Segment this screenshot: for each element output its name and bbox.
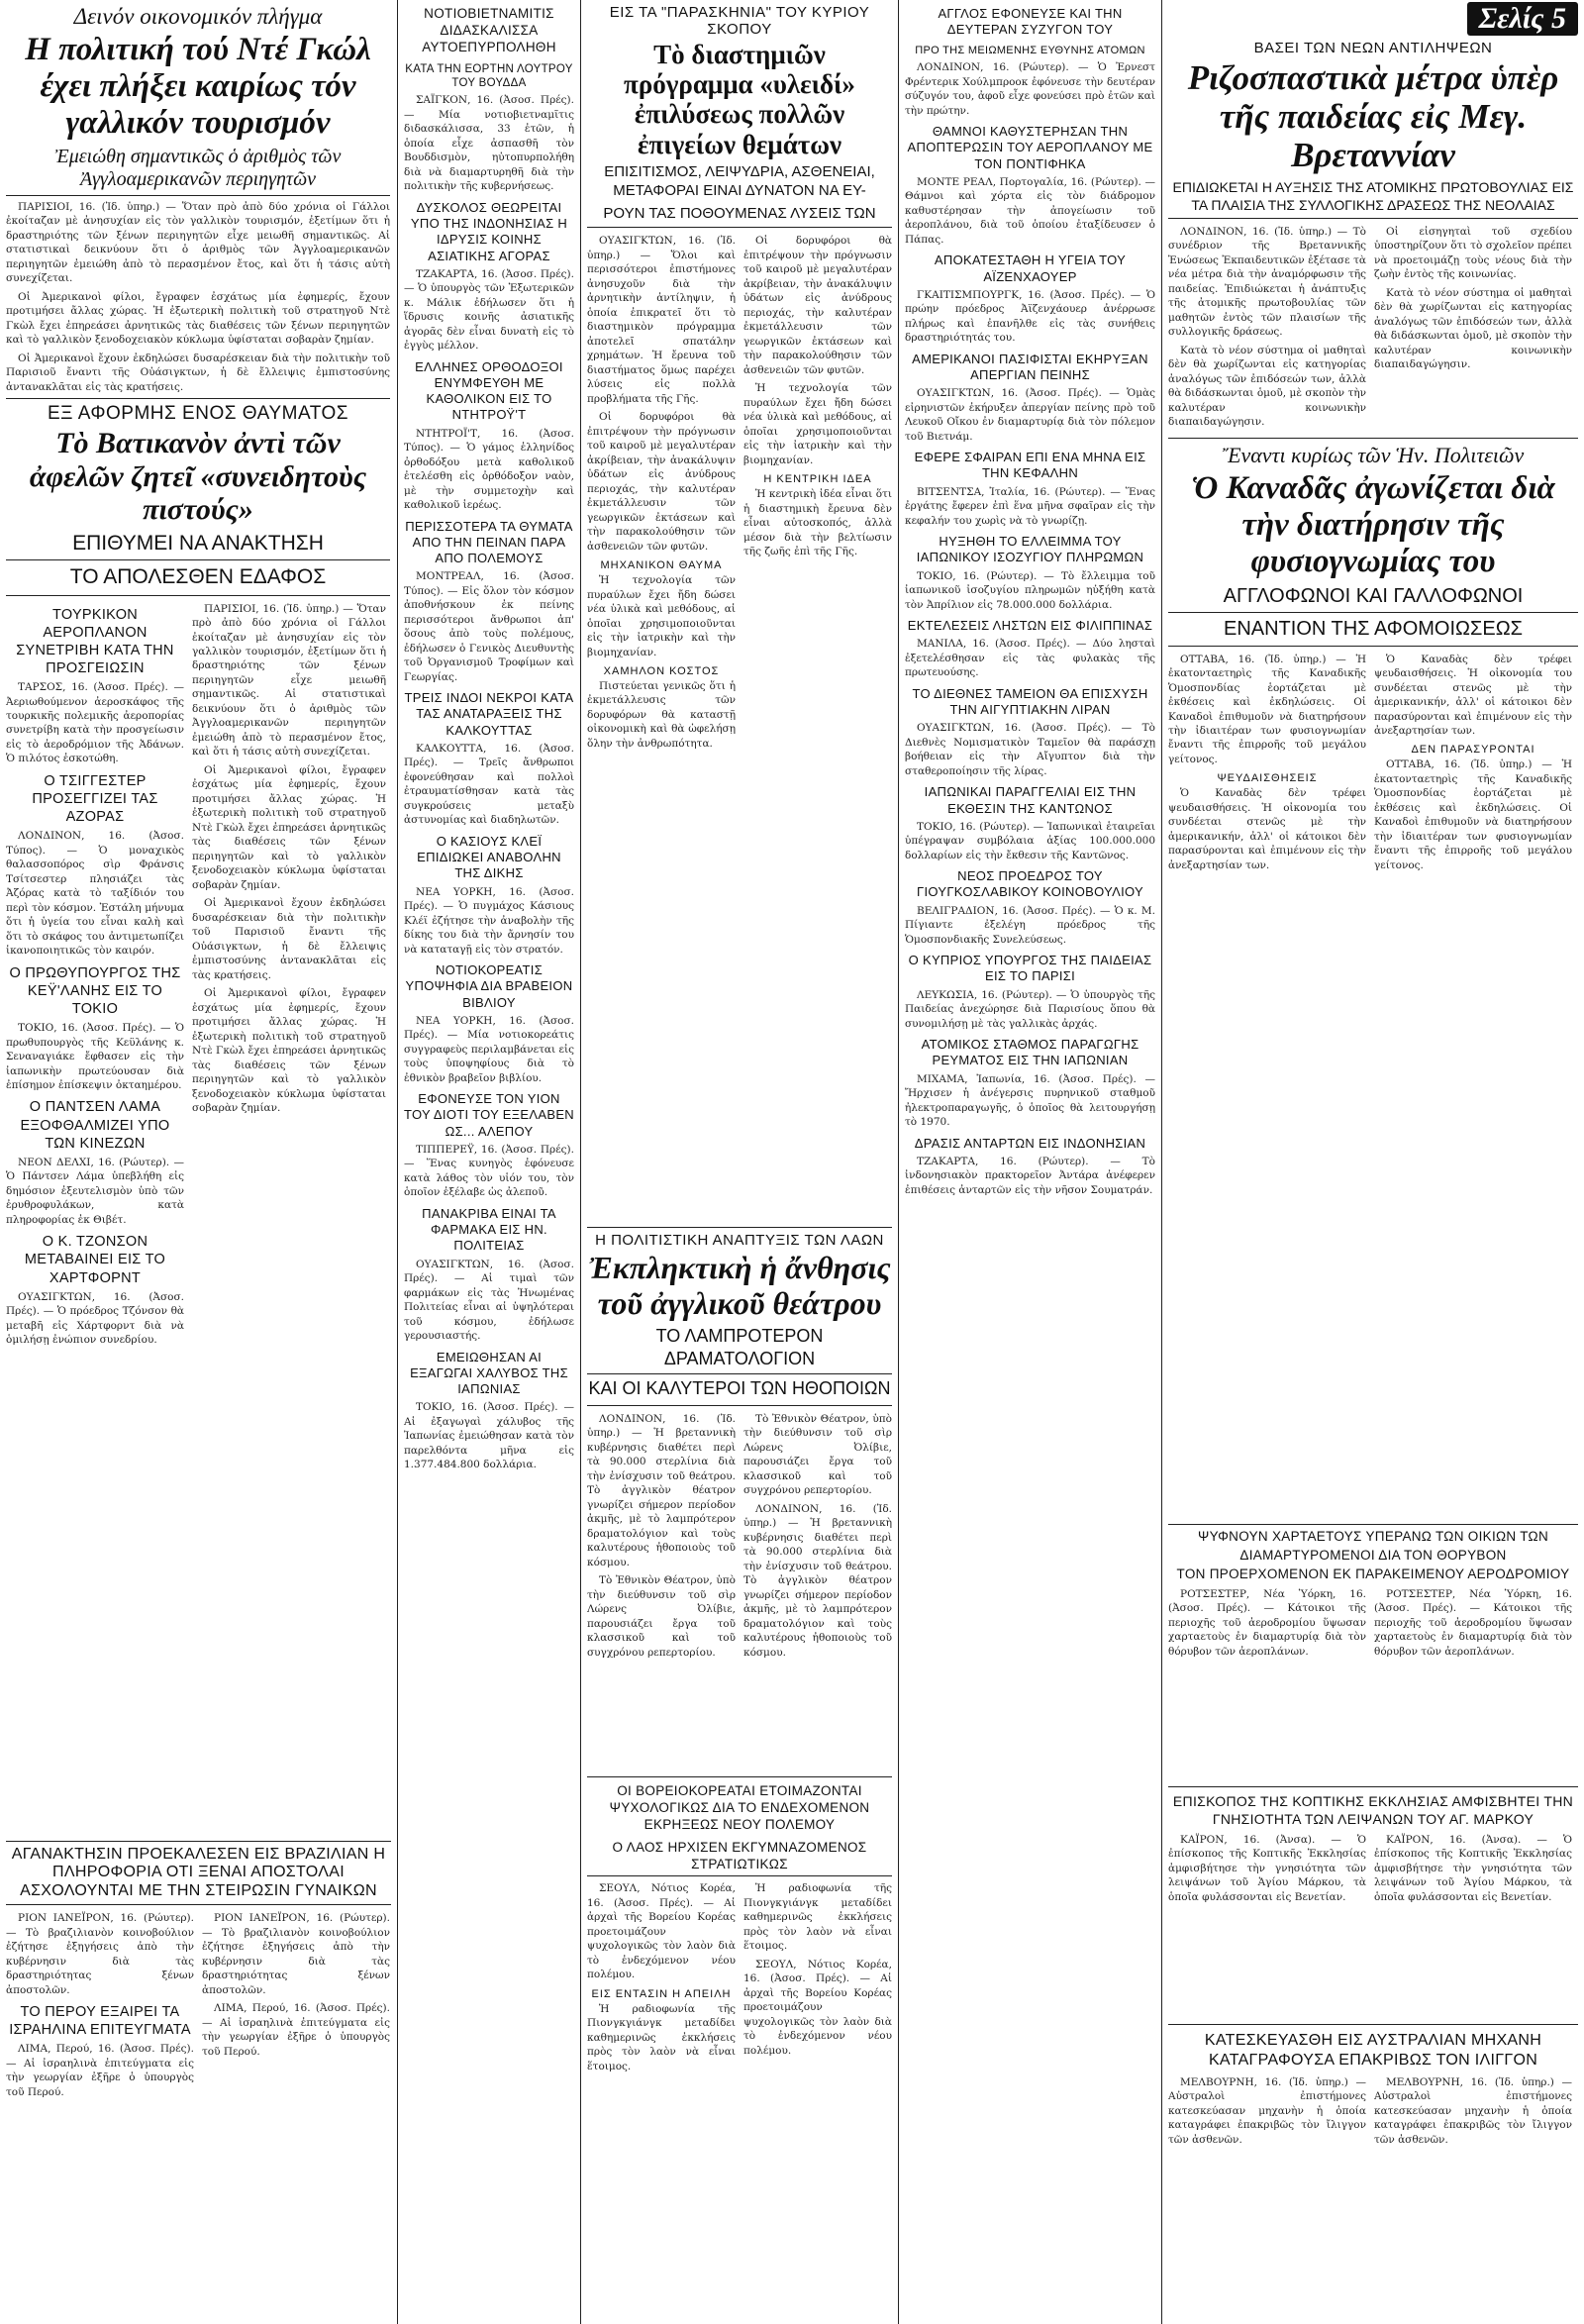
col5-education-body bbox=[1168, 223, 1578, 434]
col3-space-body-2: Οἱ δορυφόροι θὰ ἐπιτρέψουν τὴν πρόγνωσιν τοῦ καιροῦ μὲ μεγαλυτέραν ἀκρίβειαν, τὴν ἀνακάλυψιν ὑδάτων εἰς ἀνύδρους περιοχάς, τὴν καλυτέραν ἐκμετάλλευσιν τῶν γεωργικῶν ἐκτάσεων καὶ τὴν παρακολούθησιν τῶν ἀσθενειῶν τῶν φυτῶν. bbox=[587, 411, 736, 553]
col5-canada-right bbox=[1374, 651, 1572, 877]
col2-subhead-saigon: ΚΑΤΑ ΤΗΝ ΕΟΡΤΗΝ ΛΟΥΤΡΟΥ ΤΟΥ ΒΟΥΔΔΑ bbox=[405, 62, 573, 89]
col4-head-atomic: ΑΤΟΜΙΚΟΣ ΣΤΑΘΜΟΣ ΠΑΡΑΓΩΓΗΣ ΡΕΥΜΑΤΟΣ ΕΙΣ ΤΗΝ ΙΑΠΩΝΙΑΝ bbox=[921, 1037, 1139, 1068]
col1-sec2-headline: Τὸ Βατικανὸν ἀντὶ τῶν ἀφελῶν ζητεῖ «συνειδητοὺς πιστούς» bbox=[29, 427, 367, 527]
col4-head-pacifists: ΑΜΕΡΙΚΑΝΟΙ ΠΑΣΙΦΙΣΤΑΙ ΕΚΗΡΥΞΑΝ ΑΠΕΡΓΙΑΝ ΠΕΙΝΗΣ bbox=[912, 351, 1148, 383]
vertigo-body-1: ΜΕΛΒΟΥΡΝΗ, 16. (Ἰδ. ὑπηρ.) — Αὐστραλοὶ ἐπιστήμονες κατεσκεύασαν μηχανὴν ἡ ὁποία καταγράφει ἐπακριβῶς τὸν ἴλιγγον τῶν ἀσθενῶν. bbox=[1168, 2076, 1366, 2146]
brief-body-ceylon-pm: ΤΟΚΙΟ, 16. (Ἀσοσ. Πρές). — Ὁ πρωθυπουργὸς τῆς Κεϋλάνης κ. Σεναναγιάκε ἔφθασεν εἰς τὴν ἰαπωνικὴν πρωτεύουσαν διὰ ἐπίσημον ἐπίσκεψιν ὀκταημέρου. bbox=[6, 1022, 184, 1091]
col2-head-drugs: ΠΑΝΑΚΡΙΒΑ ΕΙΝΑΙ ΤΑ ΦΑΡΜΑΚΑ ΕΙΣ ΗΝ. ΠΟΛΙΤΕΙΑΣ bbox=[422, 1205, 556, 1254]
north-korea-body-3: Ἡ ραδιοφωνία τῆς Πιονγκγιάνγκ μεταδίδει καθημερινῶς ἐκκλήσεις πρὸς τὸν λαὸν νὰ εἶναι ἕτοιμος. bbox=[743, 1882, 892, 1953]
col2-body-korean-author: ΝΕΑ ΥΟΡΚΗ, 16. (Ἀσοσ. Πρές). — Μία νοτιοκορεάτις συγγραφεὺς περιλαμβάνεται εἰς τοὺς ὑποψηφίους διὰ τὸ ἐθνικὸν βραβεῖον βιβλίου. bbox=[404, 1014, 574, 1084]
theatre-body-4: ΛΟΝΔΙΝΟΝ, 16. (Ἰδ. ὑπηρ.) — Ἡ βρεταννικὴ κυβέρνησις διαθέτει περὶ τὰ 90.000 στερλίνια διὰ τὴν ἐνίσχυσιν τοῦ θεάτρου. Τὸ ἀγγλικὸν θέατρον γνωρίζει σήμερον περίοδον ἀκμῆς, μὲ τὸ λαμπρότερον δραματολόγιον καὶ τοὺς καλυτέρους ἠθοποιοὺς τοῦ κόσμου. bbox=[743, 1502, 892, 1659]
theatre-story bbox=[581, 1223, 898, 1664]
col4-head-executions: ΕΚΤΕΛΕΣΕΙΣ ΛΗΣΤΩΝ ΕΙΣ ΦΙΛΙΠΠΙΝΑΣ bbox=[907, 618, 1153, 634]
col4-body-guerrillas: ΤΖΑΚΑΡΤΑ, 16. (Ρώυτερ). — Τὸ ἰνδονησιακὸν πρακτορεῖον Ἀντάρα ἀνέφερεν ἐπιθέσεις ἀνταρτῶν εἰς τὴν νῆσον Σουματράν. bbox=[905, 1155, 1155, 1196]
north-korea-body-2: Ἡ ραδιοφωνία τῆς Πιονγκγιάνγκ μεταδίδει καθημερινῶς ἐκκλήσεις πρὸς τὸν λαὸν νὰ εἶναι ἕτοιμος. bbox=[587, 2002, 736, 2072]
brazil-body-continued-2: ΛΙΜΑ, Περού, 16. (Ἀσοσ. Πρές). — Αἱ ἰσραηλινὰ ἐπιτεύγματα εἰς τὴν γεωργίαν ἐξῆρε ὁ ὑπουργὸς τοῦ Περού. bbox=[202, 2002, 390, 2058]
page-number-badge: Σελίς 5 bbox=[1467, 2, 1578, 36]
column-2 bbox=[398, 0, 580, 2324]
col2-body-detroit: ΝΤΗΤΡΟΪ'Τ, 16. (Ἀσοσ. Τύπος). — Ὁ γάμος ἑλληνίδος ὀρθοδόξου μετὰ καθολικοῦ ἐτελέσθη εἰς ὀρθόδοξον ναὸν, μὲ τὴν συμμετοχὴν καὶ καθολικοῦ ἱερέως. bbox=[404, 427, 574, 512]
col4-body-bullet: ΒΙΤΣΕΝΤΣΑ, Ἰταλία, 16. (Ρώυτερ). — Ἕνας ἐργάτης ἔφερεν ἐπὶ ἕνα μῆνα σφαῖραν εἰς τὴν κεφαλήν του χωρὶς νὰ τὸ γνωρίζῃ. bbox=[905, 485, 1155, 527]
theatre-body bbox=[587, 1410, 892, 1664]
kites-head-3: ΤΟΝ ΠΡΟΕΡΧΟΜΕΝΟΝ ΕΚ ΠΑΡΑΚΕΙΜΕΝΟΥ ΑΕΡΟΔΡΟΜΙΟΥ bbox=[1176, 1566, 1570, 1581]
coptic-head: ΕΠΙΣΚΟΠΟΣ ΤΗΣ ΚΟΠΤΙΚΗΣ ΕΚΚΛΗΣΙΑΣ ΑΜΦΙΣΒΗΤΕΙ ΤΗΝ ΓΝΗΣΙΟΤΗΤΑ ΤΩΝ ΛΕΙΨΑΝΩΝ ΤΟΥ ΑΓ. ΜΑΡΚΟΥ bbox=[1172, 1793, 1574, 1827]
kites-story bbox=[1162, 1520, 1584, 1663]
col4-head-bushes: ΘΑΜΝΟΙ ΚΑΘΥΣΤΕΡΗΣΑΝ ΤΗΝ ΑΠΟΠΤΕΡΩΣΙΝ ΤΟΥ ΑΕΡΟΠΛΑΝΟΥ ΜΕ ΤΟΝ ΠΟΝΤΙΦΗΚΑ bbox=[907, 124, 1153, 171]
north-korea-story bbox=[581, 1772, 898, 2077]
col5-label-illusions: ΨΕΥΔΑΙΣΘΗΣΕΙΣ bbox=[1217, 772, 1318, 785]
brief-body-johnson: ΟΥΑΣΙΓΚΤΩΝ, 16. (Ἀσοσ. Πρές). — Ὁ πρόεδρος Τζόνσον θὰ μεταβῆ εἰς Χάρτφορντ διὰ νὰ ὁμιλήσῃ ἐνώπιον συνεδρίου. bbox=[6, 1290, 184, 1347]
vertigo-body bbox=[1168, 2073, 1578, 2151]
col1-headline: Η πολιτική τού Ντέ Γκώλ έχει πλήξει καιρίως τόν γαλλικόν τουρισμόν bbox=[25, 32, 371, 141]
col2-head-hunger: ΠΕΡΙΣΣΟΤΕΡΑ ΤΑ ΘΥΜΑΤΑ ΑΠΟ ΤΗΝ ΠΕΙΝΑΝ ΠΑΡΑ ΑΠΟ ΠΟΛΕΜΟΥΣ bbox=[405, 518, 573, 566]
north-korea-body-right bbox=[743, 1879, 892, 2077]
col5-education-body-2: Κατὰ τὸ νέον σύστημα οἱ μαθηταὶ δὲν θὰ χωρίζωνται εἰς κατηγορίας ἀναλόγως τῶν ἐπιδόσεών των, ἀλλὰ θὰ διδάσκωνται ὁμοῦ, μὲ σκοπὸν τὴν καλυτέραν κοινωνικὴν διαπαιδαγώγησιν. bbox=[1168, 344, 1366, 429]
col5-canada-deck-2: ΕΝΑΝΤΙΟΝ ΤΗΣ ΑΦΟΜΟΙΩΣΕΩΣ bbox=[1223, 617, 1524, 640]
col1-vatican-text-3: Οἱ Ἀμερικανοὶ ἔχουν ἐκδηλώσει δυσαρέσκειαν διὰ τὴν πολιτικὴν τοῦ Παρισιοῦ ἔναντι τῆς Οὐάσιγκτων, ἡ δὲ ἔλλειψις ἐμπιστοσύνης ἀντανακλᾶται εἰς τὰς κρατήσεις. bbox=[192, 897, 386, 981]
col4-head-guerrillas: ΔΡΑΣΙΣ ΑΝΤΑΡΤΩΝ ΕΙΣ ΙΝΔΟΝΗΣΙΑΝ bbox=[914, 1135, 1146, 1151]
col4-head-englishman: ΑΓΓΛΟΣ ΕΦΟΝΕΥΣΕ ΚΑΙ ΤΗΝ ΔΕΥΤΕΡΑΝ ΣΥΖΥΓΟΝ ΤΟΥ bbox=[938, 6, 1123, 38]
col2-head-fox: ΕΦΟΝΕΥΣΕ ΤΟΝ ΥΙΟΝ ΤΟΥ ΔΙΟΤΙ ΤΟΥ ΕΞΕΛΑΒΕΝ ΩΣ... ΑΛΕΠΟΥ bbox=[404, 1091, 574, 1139]
col1-sec2-deck-2: ΤΟ ΑΠΟΛΕΣΘΕΝ ΕΔΑΦΟΣ bbox=[69, 565, 327, 589]
col2-head-steel: ΕΜΕΙΩΘΗΣΑΝ ΑΙ ΕΞΑΓΩΓΑΙ ΧΑΛΥΒΟΣ ΤΗΣ ΙΑΠΩΝΙΑΣ bbox=[410, 1349, 568, 1397]
north-korea-body-1: ΣΕΟΥΛ, Νότιος Κορέα, 16. (Ἀσοσ. Πρές). — Αἱ ἀρχαὶ τῆς Βορείου Κορέας προετοιμάζουν ψυχολογικῶς τὸν λαὸν διὰ τὸ ἐνδεχόμενον νέου πολέμου. bbox=[587, 1882, 736, 1981]
col4-body-atomic: ΜΙΧΑΜΑ, Ἰαπωνία, 16. (Ἀσοσ. Πρές). — Ἤρχισεν ἡ ἀνέγερσις πυρηνικοῦ σταθμοῦ ἠλεκτροπαραγωγῆς, ὁ ὁποῖος θὰ λειτουργήσῃ τὸ 1970. bbox=[905, 1072, 1155, 1129]
col4-head-imf: ΤΟ ΔΙΕΘΝΕΣ ΤΑΜΕΙΟΝ ΘΑ ΕΠΙΣΧΥΣΗ ΤΗΝ ΑΙΓΥΠΤΙΑΚΗΝ ΛΙΡΑΝ bbox=[912, 685, 1148, 718]
col3-deck-1: ΕΠΙΣΙΤΙΣΜΟΣ, ΛΕΙΨΥΔΡΙΑ, ΑΣΘΕΝΕΙΑΙ, ΜΕΤΑΦΟΡΑΙ ΕΙΝΑΙ ΔΥΝΑΤΟΝ ΝΑ ΕΥ- bbox=[604, 162, 875, 200]
col4-body-englishman: ΛΟΝΔΙΝΟΝ, 16. (Ρώυτερ). — Ὁ Ἐρνεστ Φρέντερικ Χούλμπροοκ ἐφόνευσε τὴν δευτέραν σύζυγόν του, ἀφοῦ εἶχε φονεύσει πρὸ ἐτῶν καὶ τὴν πρώτην. bbox=[905, 61, 1155, 117]
col1-vatican-text-2: Οἱ Ἀμερικανοὶ φίλοι, ἔγραφεν ἐσχάτως μία ἐφημερίς, ἔχουν προτιμήσει ἄλλας χώρας. Ἡ ἐξωτερικὴ πολιτικὴ τοῦ στρατηγοῦ Ντὲ Γκὼλ ἔχει ἐπηρεάσει ἀρνητικῶς τὰς διαθέσεις τῶν ξένων περιηγητῶν καὶ τὸ γαλλικὸν ξενοδοχειακὸν κύκλωμα ὑφίσταται σοβαρὰν ζημίαν. bbox=[192, 763, 386, 891]
col2-body-steel: ΤΟΚΙΟ, 16. (Ἀσοσ. Πρές). — Αἱ ἐξαγωγαὶ χάλυβος τῆς Ἰαπωνίας ἐμειώθησαν κατὰ τὸν παρελθόντα μῆνα εἰς 1.377.484.800 δολλάρια. bbox=[404, 1401, 574, 1471]
north-korea-body-left bbox=[587, 1879, 736, 2077]
col1-subhead: Ἐμειώθη σημαντικῶς ὁ ἀριθμὸς τῶν Ἀγγλοαμερικανῶν περιηγητῶν bbox=[54, 145, 342, 190]
col2-head-saigon: ΝΟΤΙΟΒΙΕΤΝΑΜΙΤΙΣ ΔΙΔΑΣΚΑΛΙΣΣΑ ΑΥΤΟΕΠΥΡΠΟΛΗΘΗ bbox=[422, 6, 556, 54]
col4-body-pacifists: ΟΥΑΣΙΓΚΤΩΝ, 16. (Ἀσοσ. Πρές). — Ὁμὰς εἰρηνιστῶν ἐκήρυξεν ἀπεργίαν πείνης πρὸ τοῦ Λευκοῦ Οἴκου ἐν διαμαρτυρίᾳ διὰ τὸν πόλεμον τοῦ Βιετνάμ. bbox=[905, 387, 1155, 443]
col5-canada-body-1: ΟΤΤΑΒΑ, 16. (Ἰδ. ὑπηρ.) — Ἡ ἐκατονταετηρὶς τῆς Καναδικῆς Ὁμοσπονδίας ἑορτάζεται μὲ ἐκθέσεις καὶ ἐκδηλώσεις. Οἱ Καναδοὶ ἐπιθυμοῦν νὰ διατηρήσουν τὴν ἰδιαιτέραν των φυσιογνωμίαν ἔναντι τῆς ἐπιρροῆς τοῦ μεγάλου γείτονος. bbox=[1168, 653, 1366, 765]
col5-education-body-1: ΛΟΝΔΙΝΟΝ, 16. (Ἰδ. ὑπηρ.) — Τὸ συνέδριον τῆς Βρεταννικῆς Ἑνώσεως Ἐκπαιδευτικῶν ἐξέτασε τὰ νέα μέτρα διὰ τὴν ἀναμόρφωσιν τῆς παιδείας. Ἐπιδιώκεται ἡ ἀνάπτυξις τῆς ἀτομικῆς πρωτοβουλίας τῶν μαθητῶν ἐντὸς τῶν πλαισίων τῆς συλλογικῆς δράσεως. bbox=[1168, 225, 1366, 339]
coptic-body-2: ΚΑΪΡΟΝ, 16. (Ἀνσα). — Ὁ ἐπίσκοπος τῆς Κοπτικῆς Ἐκκλησίας ἀμφισβήτησε τὴν γνησιότητα τῶν λειψάνων τοῦ Ἁγίου Μάρκου, τὰ ὁποῖα φυλάσσονται εἰς Βενετίαν. bbox=[1374, 1834, 1572, 1903]
col3-label-mechanical: ΜΗΧΑΝΙΚΟΝ ΘΑΥΜΑ bbox=[600, 559, 723, 572]
col3-headline: Τὸ διαστημιῶν πρόγραμμα «υλειδί» ἐπιλύσεως πολλῶν ἐπιγείων θεμάτων bbox=[624, 40, 855, 159]
coptic-body bbox=[1168, 1831, 1578, 1908]
col2-head-indonesia: ΔΥΣΚΟΛΟΣ ΘΕΩΡΕΙΤΑΙ ΥΠΟ ΤΗΣ ΙΝΔΟΝΗΣΙΑΣ Η ΙΔΡΥΣΙΣ ΚΟΙΝΗΣ ΑΣΙΑΤΙΚΗΣ ΑΓΟΡΑΣ bbox=[410, 199, 568, 263]
north-korea-body-4: ΣΕΟΥΛ, Νότιος Κορέα, 16. (Ἀσοσ. Πρές). — Αἱ ἀρχαὶ τῆς Βορείου Κορέας προετοιμάζουν ψυχολογικῶς τὸν λαὸν διὰ τὸ ἐνδεχόμενον νέου πολέμου. bbox=[743, 1958, 892, 2057]
theatre-headline: Ἐκπληκτικὴ ἡ ἄνθησις τοῦ ἀγγλικοῦ θεάτρου bbox=[588, 1250, 891, 1321]
col4-body-bushes: ΜΟΝΤΕ ΡΕΑΛ, Πορτογαλία, 16. (Ρώυτερ). — Θάμνοι καὶ χόρτα εἰς τὸν διάδρομον καθυστέρησαν τὴν ἀπογείωσιν τοῦ ἀεροπλάνου, διὰ τοῦ ὁποίου ἐταξίδευσεν ὁ Πάπας. bbox=[905, 175, 1155, 246]
column-5 bbox=[1162, 0, 1584, 2324]
col1-sec2-deck-1: ΕΠΙΘΥΜΕΙ ΝΑ ΑΝΑΚΤΗΣΗ bbox=[6, 530, 390, 560]
brief-head-ceylon-pm: Ο ΠΡΩΘΥΠΟΥΡΓΟΣ ΤΗΣ ΚΕΫ'ΛΑΝΗΣ ΕΙΣ ΤΟ ΤΟΚΙΟ bbox=[9, 964, 181, 1017]
col2-head-calcutta: ΤΡΕΙΣ ΙΝΔΟΙ ΝΕΚΡΟΙ ΚΑΤΑ ΤΑΣ ΑΝΑΤΑΡΑΞΕΙΣ ΤΗΣ ΚΑΛΚΟΥΤΤΑΣ bbox=[404, 690, 574, 738]
coptic-story bbox=[1162, 1782, 1584, 1908]
col4-head-cyprus-minister: Ο ΚΥΠΡΙΟΣ ΥΠΟΥΡΓΟΣ ΤΗΣ ΠΑΙΔΕΙΑΣ ΕΙΣ ΤΟ ΠΑΡΙΣΙ bbox=[908, 953, 1152, 984]
column-4 bbox=[899, 0, 1161, 2324]
col2-head-clay: Ο ΚΑΣΙΟΥΣ ΚΛΕΪ ΕΠΙΔΙΩΚΕΙ ΑΝΑΒΟΛΗΝ ΤΗΣ ΔΙΚΗΣ bbox=[417, 833, 561, 881]
kites-body-1: ΡΟΤΣΕΣΤΕΡ, Νέα Ὑόρκη, 16. (Ἀσοσ. Πρές). — Κάτοικοι τῆς περιοχῆς τοῦ ἀεροδρομίου ὕψωσαν χαρταετοὺς ἐν διαμαρτυρίᾳ διὰ τὸν θόρυβον τῶν ἀεροπλάνων. bbox=[1168, 1587, 1366, 1658]
col5-canada-body-4: ΟΤΤΑΒΑ, 16. (Ἰδ. ὑπηρ.) — Ἡ ἐκατονταετηρὶς τῆς Καναδικῆς Ὁμοσπονδίας ἑορτάζεται μὲ ἐκθέσεις καὶ ἐκδηλώσεις. Οἱ Καναδοὶ ἐπιθυμοῦν νὰ διατηρήσουν τὴν ἰδιαιτέραν των φυσιογνωμίαν ἔναντι τῆς ἐπιρροῆς τοῦ μεγάλου γείτονος. bbox=[1374, 758, 1572, 871]
col4-body-cyprus-minister: ΛΕΥΚΩΣΙΑ, 16. (Ρώυτερ). — Ὁ ὑπουργὸς τῆς Παιδείας ἀνεχώρησε διὰ Παρισίους ὅπου θὰ συνομιλήσῃ μὲ τὰς γαλλικὰς ἀρχάς. bbox=[905, 988, 1155, 1030]
page-badge-wrap bbox=[1168, 2, 1578, 36]
col5-canada-body bbox=[1168, 651, 1578, 877]
north-korea-body bbox=[587, 1879, 892, 2077]
col2-head-detroit: ΕΛΛΗΝΕΣ ΟΡΘΟΔΟΞΟΙ ΕΝΥΜΦΕΥΘΗ ΜΕ ΚΑΘΟΛΙΚΟΝ ΕΙΣ ΤΟ ΝΤΗΤΡΟΫ'Τ bbox=[415, 358, 563, 423]
col1-story-paragraph-1: ΠΑΡΙΣΙΟΙ, 16. (Ἰδ. ὑπηρ.) — Ὅταν πρὸ ἀπὸ δύο χρόνια οἱ Γάλλοι ἐκοίταζαν μὲ ἀνησυχίαν εἰς τὸν γαλλικὸν τουρισμόν, ἐξετίμων ὅτι ἡ δραστηριότης τῶν ξένων περιηγητῶν εἶχε μειωθῆ σημαντικῶς. Αἱ στατιστικαὶ δεικνύουν ὅτι ὁ ἀριθμὸς τῶν Ἀγγλοαμερικανῶν περιηγητῶν ἐμειώθη ἀπὸ τὸ περασμένον ἔτος, καὶ ὅτι ἡ τάσις αὐτὴ συνεχίζεται. bbox=[6, 200, 390, 285]
col4-head-eisenhower: ΑΠΟΚΑΤΕΣΤΑΘΗ Η ΥΓΕΙΑ ΤΟΥ ΑΪΖΕΝΧΑΟΥΕΡ bbox=[934, 253, 1127, 284]
col1-story-paragraph-2: Οἱ Ἀμερικανοὶ φίλοι, ἔγραφεν ἐσχάτως μία ἐφημερίς, ἔχουν προτιμήσει ἄλλας χώρας. Ἡ ἐξωτερικὴ πολιτικὴ τοῦ στρατηγοῦ Ντὲ Γκὼλ ἔχει ἐπηρεάσει ἀρνητικῶς τὰς διαθέσεις τῶν ξένων περιηγητῶν καὶ τὸ γαλλικὸν ξενοδοχειακὸν κύκλωμα ὑφίσταται σοβαρὰν ζημίαν. bbox=[6, 290, 390, 347]
col4-subhead-englishman: ΠΡΟ ΤΗΣ ΜΕΙΩΜΕΝΗΣ ΕΥΘΥΝΗΣ ΑΤΟΜΩΝ bbox=[915, 44, 1145, 56]
brief-body-turkish-plane: ΤΑΡΣΟΣ, 16. (Ἀσοσ. Πρές). — Ἀεριωθούμενον ἀεροσκάφος τῆς τουρκικῆς πολεμικῆς ἀεροπορίας συνετρίβη κατὰ τὴν προσγείωσιν εἰς τὸ ἀεροδρόμιον τῆς Ἀδάνων. Ὁ πιλότος ἐσκοτώθη. bbox=[6, 681, 184, 765]
brazil-body-continued: ΡΙΟΝ ΙΑΝΕΪΡΟΝ, 16. (Ρώυτερ). — Τὸ βραζιλιανὸν κοινοβούλιον ἐζήτησε ἐξηγήσεις ἀπὸ τὴν κυβέρνησιν διὰ τὰς δραστηριότητας ξένων ἀποστολῶν. bbox=[202, 1912, 390, 1996]
brief-body-panchen-lama: ΝΕΟΝ ΔΕΛΧΙ, 16. (Ρώυτερ). — Ὁ Πάντσεν Λάμα ὑπεβλήθη εἰς δημόσιον ἐξευτελισμὸν ὑπὸ τῶν ἐρυθροφυλάκων, κατὰ πληροφορίας ἐκ Θιβέτ. bbox=[6, 1156, 184, 1226]
brazil-body: ΡΙΟΝ ΙΑΝΕΪΡΟΝ, 16. (Ρώυτερ). — Τὸ βραζιλιανὸν κοινοβούλιον ἐζήτησε ἐξηγήσεις ἀπὸ τὴν κυβέρνησιν διὰ τὰς δραστηριότητας ξένων ἀποστολῶν. bbox=[6, 1912, 194, 1996]
col5-deck: ΕΠΙΔΙΩΚΕΤΑΙ Η ΑΥΞΗΣΙΣ ΤΗΣ ΑΤΟΜΙΚΗΣ ΠΡΩΤΟΒΟΥΛΙΑΣ ΕΙΣ ΤΑ ΠΛΑΙΣΙΑ ΤΗΣ ΣΥΛΛΟΓΙΚΗΣ ΔΡΑΣΕΩΣ ΤΗΣ ΝΕΟΛΑΙΑΣ bbox=[1172, 178, 1574, 213]
north-korea-head-2: Ο ΛΑΟΣ ΗΡΧΙΣΕΝ ΕΚΓΥΜΝΑΖΟΜΕΝΟΣ ΣΤΡΑΤΙΩΤΙΚΩΣ bbox=[587, 1840, 892, 1877]
col3-kicker: ΕΙΣ ΤΑ "ΠΑΡΑΣΚΗΝΙΑ" ΤΟΥ ΚΥΡΙΟΥ ΣΚΟΠΟΥ bbox=[609, 4, 870, 38]
col3-space-body-3: Ἡ τεχνολογία τῶν πυραύλων ἔχει ἤδη δώσει νέα ὑλικὰ καὶ μεθόδους, αἱ ὁποῖαι χρησιμοποιοῦνται εἰς τὴν ἰατρικὴν καὶ τὴν βιομηχανίαν. bbox=[587, 574, 736, 658]
col2-body-clay: ΝΕΑ ΥΟΡΚΗ, 16. (Ἀσοσ. Πρές). — Ὁ πυγμάχος Κάσιους Κλέϊ ἐζήτησε τὴν ἀναβολὴν τῆς δίκης του διὰ τὴν ἄρνησίν του νὰ καταταγῇ εἰς τὸν στρατόν. bbox=[404, 885, 574, 956]
col5-canada-deck-1: ΑΓΓΛΟΦΩΝΟΙ ΚΑΙ ΓΑΛΛΟΦΩΝΟΙ bbox=[1168, 583, 1578, 613]
col4-head-canton: ΙΑΠΩΝΙΚΑΙ ΠΑΡΑΓΓΕΛΙΑΙ ΕΙΣ ΤΗΝ ΕΚΘΕΣΙΝ ΤΗΣ ΚΑΝΤΩΝΟΣ bbox=[924, 784, 1137, 816]
theatre-banner: Η ΠΟΛΙΤΙΣΤΙΚΗ ΑΝΑΠΤΥΞΙΣ ΤΩΝ ΛΑΩΝ bbox=[595, 1232, 884, 1249]
col3-deck-2: ΡΟΥΝ ΤΑΣ ΠΟΘΟΥΜΕΝΑΣ ΛΥΣΕΙΣ ΤΩΝ bbox=[603, 204, 876, 222]
peru-head: ΤΟ ΠΕΡΟΥ ΕΞΑΙΡΕΙ ΤΑ ΙΣΡΑΗΛΙΝΑ ΕΠΙΤΕΥΓΜΑΤΑ bbox=[9, 2004, 191, 2039]
col1-sec2-kicker: ΕΞ ΑΦΟΡΜΗΣ ΕΝΟΣ ΘΑΥΜΑΤΟΣ bbox=[47, 403, 348, 425]
brief-head-chichester: Ο ΤΣΙΓΓΕΣΤΕΡ ΠΡΟΣΕΓΓΙΖΕΙ ΤΑΣ ΑΖΟΡΑΣ bbox=[32, 772, 158, 826]
col2-body-fox: ΤΙΠΠΕΡΕΫ, 16. (Ἀσοσ. Πρές). — Ἕνας κυνηγὸς ἐφόνευσε κατὰ λάθος τὸν υἱόν του, τὸν ὁποῖον ἐξέλαβε ὡς ἀλεποῦ. bbox=[404, 1143, 574, 1199]
theatre-deck-2: ΚΑΙ ΟΙ ΚΑΛΥΤΕΡΟΙ ΤΩΝ ΗΘΟΠΟΙΩΝ bbox=[588, 1378, 891, 1399]
vertigo-body-2: ΜΕΛΒΟΥΡΝΗ, 16. (Ἰδ. ὑπηρ.) — Αὐστραλοὶ ἐπιστήμονες κατεσκεύασαν μηχανὴν ἡ ὁποία καταγράφει ἐπακριβῶς τὸν ἴλιγγον τῶν ἀσθενῶν. bbox=[1374, 2076, 1572, 2146]
col3-space-right bbox=[743, 232, 892, 755]
col1-story-paragraph-3: Οἱ Ἀμερικανοὶ ἔχουν ἐκδηλώσει δυσαρέσκειαν διὰ τὴν πολιτικὴν τοῦ Παρισιοῦ ἔναντι τῆς Οὐάσιγκτων, ἡ δὲ ἔλλειψις ἐμπιστοσύνης ἀντανακλᾶται εἰς τὰς κρατήσεις. bbox=[6, 352, 390, 393]
col1-vatican-text-1: ΠΑΡΙΣΙΟΙ, 16. (Ἰδ. ὑπηρ.) — Ὅταν πρὸ ἀπὸ δύο χρόνια οἱ Γάλλοι ἐκοίταζαν μὲ ἀνησυχίαν εἰς τὸν γαλλικὸν τουρισμόν, ἐξετίμων ὅτι ἡ δραστηριότης τῶν ξένων περιηγητῶν εἶχε μειωθῆ σημαντικῶς. Αἱ στατιστικαὶ δεικνύουν ὅτι ὁ ἀριθμὸς τῶν Ἀγγλοαμερικανῶν περιηγητῶν ἐμειώθη ἀπὸ τὸ περασμένον ἔτος, καὶ ὅτι ἡ τάσις αὐτὴ συνεχίζεται. bbox=[192, 602, 386, 758]
peru-body: ΛΙΜΑ, Περού, 16. (Ἀσοσ. Πρές). — Αἱ ἰσραηλινὰ ἐπιτεύγματα εἰς τὴν γεωργίαν ἐξῆρε ὁ ὑπουργὸς τοῦ Περού. bbox=[6, 2043, 194, 2098]
theatre-body-2: Τὸ Ἐθνικὸν Θέατρον, ὑπὸ τὴν διεύθυνσιν τοῦ σὶρ Λώρενς Ὀλίβιε, παρουσιάζει ἔργα τοῦ κλασσικοῦ καὶ τοῦ συγχρόνου ρεπερτορίου. bbox=[587, 1574, 736, 1659]
col2-body-saigon: ΣΑΪΓΚΟΝ, 16. (Ἀσοσ. Πρές). — Μία νοτιοβιετναμῖτις διδασκάλισσα, 33 ἐτῶν, ἡ ὁποία εἶχε ἀσπασθῆ τὸν Βουδδισμὸν, ηὐτοπυρπολήθη διὰ νὰ διαμαρτυρηθῆ διὰ τὴν πολιτικὴν τῆς κυβερνήσεως. bbox=[404, 94, 574, 193]
north-korea-head-1: ΟΙ ΒΟΡΕΙΟΚΟΡΕΑΤΑΙ ΕΤΟΙΜΑΖΟΝΤΑΙ ΨΥΧΟΛΟΓΙΚΩΣ ΔΙΑ ΤΟ ΕΝΔΕΧΟΜΕΝΟΝ ΕΚΡΗΞΕΩΣ ΝΕΟΥ ΠΟΛΕΜΟΥ bbox=[609, 1783, 870, 1832]
col5-education-body-4: Κατὰ τὸ νέον σύστημα οἱ μαθηταὶ δὲν θὰ χωρίζωνται εἰς κατηγορίας ἀναλόγως τῶν ἐπιδόσεών των, ἀλλὰ θὰ διδάσκωνται ὁμοῦ, μὲ σκοπὸν τὴν καλυτέραν κοινωνικὴν διαπαιδαγώγησιν. bbox=[1374, 286, 1572, 371]
brazil-story bbox=[0, 1837, 397, 2103]
brazil-headline: ΑΓΑΝΑΚΤΗΣΙΝ ΠΡΟΕΚΑΛΕΣΕΝ ΕΙΣ ΒΡΑΖΙΛΙΑΝ Η ΠΛΗΡΟΦΟΡΙΑ ΟΤΙ ΞΕΝΑΙ ΑΠΟΣΤΟΛΑΙ ΑΣΧΟΛΟΥΝΤΑΙ ΜΕ ΤΗΝ ΣΤΕΙΡΩΣΙΝ ΓΥΝΑΙΚΩΝ bbox=[11, 1846, 386, 1899]
brief-head-turkish-plane: ΤΟΥΡΚΙΚΟΝ ΑΕΡΟΠΛΑΝΟΝ ΣΥΝΕΤΡΙΒΗ ΚΑΤΑ ΤΗΝ ΠΡΟΣΓΕΙΩΣΙΝ bbox=[16, 606, 174, 676]
col1-briefs-left bbox=[6, 600, 184, 1352]
col4-body-yugoslav: ΒΕΛΙΓΡΑΔΙΟΝ, 16. (Ἀσοσ. Πρές). — Ὁ κ. Μ. Πίγιαντε ἐξελέγη πρόεδρος τῆς Ὁμοσπονδιακῆς Συνελεύσεως. bbox=[905, 904, 1155, 946]
col3-space-body bbox=[587, 232, 892, 755]
col1-briefs bbox=[6, 600, 390, 1352]
kites-head-1: ΨΥΦΝΟΥΝ ΧΑΡΤΑΕΤΟΥΣ ΥΠΕΡΑΝΩ ΤΩΝ ΟΙΚΙΩΝ ΤΩΝ bbox=[1197, 1529, 1548, 1544]
col5-kicker: ΒΑΣΕΙ ΤΩΝ ΝΕΩΝ ΑΝΤΙΛΗΨΕΩΝ bbox=[1253, 40, 1493, 56]
col4-head-bullet: ΕΦΕΡΕ ΣΦΑΙΡΑΝ ΕΠΙ ΕΝΑ ΜΗΝΑ ΕΙΣ ΤΗΝ ΚΕΦΑΛΗΝ bbox=[914, 450, 1146, 481]
col3-label-cost: ΧΑΜΗΛΟΝ ΚΟΣΤΟΣ bbox=[603, 665, 720, 677]
north-korea-label: ΕΙΣ ΕΝΤΑΣΙΝ Η ΑΠΕΙΛΗ bbox=[591, 1987, 732, 2000]
col4-body-canton: ΤΟΚΙΟ, 16. (Ρώυτερ). — Ἰαπωνικαὶ ἑταιρεῖαι ὑπέγραψαν συμβόλαια ἀξίας 100.000.000 δολλαρίων εἰς τὴν ἔκθεσιν τῆς Καντῶνος. bbox=[905, 820, 1155, 861]
col2-body-calcutta: ΚΑΛΚΟΥΤΤΑ, 16. (Ἀσοσ. Πρές). — Τρεῖς ἄνθρωποι ἐφονεύθησαν καὶ πολλοὶ ἐτραυματίσθησαν κατὰ τὰς συγκρούσεις μεταξὺ ἀστυνομίας καὶ διαδηλωτῶν. bbox=[404, 742, 574, 827]
col5-headline: Ριζοσπαστικὰ μέτρα ὑπὲρ τῆς παιδείας εἰς Μεγ. Βρεταννίαν bbox=[1187, 58, 1559, 175]
vertigo-story bbox=[1162, 2020, 1584, 2151]
col4-head-japan-deficit: ΗΥΞΗΘΗ ΤΟ ΕΛΛΕΙΜΜΑ ΤΟΥ ΙΑΠΩΝΙΚΟΥ ΙΣΟΖΥΓΙΟΥ ΠΛΗΡΩΜΩΝ bbox=[916, 534, 1144, 565]
col2-head-korean-author: ΝΟΤΙΟΚΟΡΕΑΤΙΣ ΥΠΟΨΗΦΙΑ ΔΙΑ ΒΡΑΒΕΙΟΝ ΒΙΒΛΙΟΥ bbox=[405, 962, 573, 1010]
col3-space-body-5: Οἱ δορυφόροι θὰ ἐπιτρέψουν τὴν πρόγνωσιν τοῦ καιροῦ μὲ μεγαλυτέραν ἀκρίβειαν, τὴν ἀνακάλυψιν ὑδάτων εἰς ἀνύδρους περιοχάς, τὴν καλυτέραν ἐκμετάλλευσιν τῶν γεωργικῶν ἐκτάσεων καὶ τὴν παρακολούθησιν τῶν ἀσθενειῶν τῶν φυτῶν. bbox=[743, 235, 892, 376]
col4-body-imf: ΟΥΑΣΙΓΚΤΩΝ, 16. (Ἀσοσ. Πρές). — Τὸ Διεθνὲς Νομισματικὸν Ταμεῖον θὰ παράσχῃ βοήθειαν εἰς τὴν Αἴγυπτον διὰ τὴν σταθεροποίησιν τῆς λίρας. bbox=[905, 722, 1155, 777]
brief-body-chichester: ΛΟΝΔΙΝΟΝ, 16. (Ἀσοσ. Τύπος). — Ὁ μοναχικὸς θαλασσοπόρος σὶρ Φράνσις Τσίτσεστερ πλησιάζει τὰς Ἀζόρας κατὰ τὸ ταξίδιόν του περὶ τὸν κόσμον. Ἐστάλη μήνυμα ὅτι ἡ ὑγεία του εἶναι καλὴ καὶ ὅτι τὸ σκάφος του ἀντιμετωπίζει ἱκανοποιητικῶς τὸν καιρόν. bbox=[6, 830, 184, 958]
brief-head-johnson: Ο Κ. ΤΖΟΝΣΟΝ ΜΕΤΑΒΑΙΝΕΙ ΕΙΣ ΤΟ ΧΑΡΤΦΟΡΝΤ bbox=[24, 1234, 166, 1286]
brazil-body-left bbox=[6, 1909, 194, 2103]
kites-body bbox=[1168, 1585, 1578, 1663]
theatre-body-left bbox=[587, 1410, 736, 1664]
brazil-body-right bbox=[202, 1909, 390, 2103]
theatre-body-right bbox=[743, 1410, 892, 1664]
col5-canada-body-2: Ὁ Καναδὰς δὲν τρέφει ψευδαισθήσεις. Ἡ οἰκονομία του συνδέεται στενῶς μὲ τὴν ἀμερικανικήν, ἀλλ' οἱ κάτοικοι δὲν παρασύρονται καὶ ἐπιμένουν εἰς τὴν ἀνεξαρτησίαν των. bbox=[1168, 787, 1366, 871]
col1-kicker: Δεινόν οικονομικόν πλήγμα bbox=[73, 4, 323, 29]
col4-body-eisenhower: ΓΚΑΙΤΙΣΜΠΟΥΡΓΚ, 16. (Ἀσοσ. Πρές). — Ὁ πρώην πρόεδρος Ἀϊζενχάουερ ἀνέρρωσε πλήρως καὶ ἐπανῆλθε εἰς τὰς συνήθεις δραστηριότητάς του. bbox=[905, 288, 1155, 345]
col3-space-body-7: Ἡ κεντρικὴ ἰδέα εἶναι ὅτι ἡ διαστημικὴ ἔρευνα δὲν εἶναι αὐτοσκοπός, ἀλλὰ μέσον διὰ τὴν βελτίωσιν τῆς ζωῆς ἐπὶ τῆς Γῆς. bbox=[743, 488, 892, 558]
col4-body-executions: ΜΑΝΙΛΑ, 16. (Ἀσοσ. Πρές). — Δύο λησταὶ ἐξετελέσθησαν εἰς τὰς φυλακὰς τῆς πρωτευούσης. bbox=[905, 638, 1155, 679]
col1-briefs-right bbox=[192, 600, 386, 1352]
col5-canada-kicker: Ἔναντι κυρίως τῶν Ἡν. Πολιτειῶν bbox=[1222, 442, 1525, 467]
col5-canada-headline: Ὁ Καναδᾶς ἀγωνίζεται διὰ τὴν διατήρησιν τῆς φυσιογνωμίας του bbox=[1191, 469, 1555, 579]
brazil-body-columns bbox=[6, 1909, 391, 2103]
col5-education-left bbox=[1168, 223, 1366, 434]
kites-head-2: ΔΙΑΜΑΡΤΥΡΟΜΕΝΟΙ ΔΙΑ ΤΟΝ ΘΟΡΥΒΟΝ bbox=[1239, 1547, 1507, 1563]
col3-label-central-idea: Η ΚΕΝΤΡΙΚΗ ΙΔΕΑ bbox=[763, 473, 872, 486]
col4-body-japan-deficit: ΤΟΚΙΟ, 16. (Ρώυτερ). — Τὸ ἔλλειμμα τοῦ ἰαπωνικοῦ ἰσοζυγίου πληρωμῶν ηὐξήθη κατὰ τὸν Ἀπρίλιον εἰς 78.000.000 δολλάρια. bbox=[905, 569, 1155, 611]
brief-head-panchen-lama: Ο ΠΑΝΤΣΕΝ ΛΑΜΑ ΕΞΟΦΘΑΛΜΙΖΕΙ ΥΠΟ ΤΩΝ ΚΙΝΕΖΩΝ bbox=[20, 1099, 170, 1152]
col2-body-indonesia: ΤΖΑΚΑΡΤΑ, 16. (Ἀσοσ. Πρές). — Ὁ ὑπουργὸς τῶν Ἐξωτερικῶν κ. Μάλικ ἐδήλωσεν ὅτι ἡ ἵδρυσις κοινῆς ἀσιατικῆς ἀγορᾶς δὲν εἶναι δυνατὴ εἰς τὸ ἐγγὺς μέλλον. bbox=[404, 267, 574, 353]
vertigo-head: ΚΑΤΕΣΚΕΥΑΣΘΗ ΕΙΣ ΑΥΣΤΡΑΛΙΑΝ ΜΗΧΑΝΗ ΚΑΤΑΓΡΑΦΟΥΣΑ ΕΠΑΚΡΙΒΩΣ ΤΟΝ ΙΛΙΓΓΟΝ bbox=[1204, 2032, 1542, 2069]
kites-body-2: ΡΟΤΣΕΣΤΕΡ, Νέα Ὑόρκη, 16. (Ἀσοσ. Πρές). — Κάτοικοι τῆς περιοχῆς τοῦ ἀεροδρομίου ὕψωσαν χαρταετοὺς ἐν διαμαρτυρίᾳ διὰ τὸν θόρυβον τῶν ἀεροπλάνων. bbox=[1374, 1587, 1572, 1658]
col5-education-body-3: Οἱ εἰσηγηταὶ τοῦ σχεδίου ὑποστηρίζουν ὅτι τὸ σχολεῖον πρέπει νὰ προετοιμάζῃ τοὺς νέους διὰ τὴν ζωὴν ἐντὸς τῆς κοινωνίας. bbox=[1374, 225, 1572, 281]
col5-label-not-swayed: ΔΕΝ ΠΑΡΑΣΥΡΟΝΤΑΙ bbox=[1411, 744, 1535, 757]
col1-vatican-text-4: Οἱ Ἀμερικανοὶ φίλοι, ἔγραφεν ἐσχάτως μία ἐφημερίς, ἔχουν προτιμήσει ἄλλας χώρας. Ἡ ἐξωτερικὴ πολιτικὴ τοῦ στρατηγοῦ Ντὲ Γκὼλ ἔχει ἐπηρεάσει ἀρνητικῶς τὰς διαθέσεις τῶν ξένων περιηγητῶν καὶ τὸ γαλλικὸν ξενοδοχειακὸν κύκλωμα ὑφίσταται σοβαρὰν ζημίαν. bbox=[192, 987, 386, 1114]
theatre-body-1: ΛΟΝΔΙΝΟΝ, 16. (Ἰδ. ὑπηρ.) — Ἡ βρεταννικὴ κυβέρνησις διαθέτει περὶ τὰ 90.000 στερλίνια διὰ τὴν ἐνίσχυσιν τοῦ θεάτρου. Τὸ ἀγγλικὸν θέατρον γνωρίζει σήμερον περίοδον ἀκμῆς, μὲ τὸ λαμπρότερον δραματολόγιον καὶ τοὺς καλυτέρους ἠθοποιοὺς τοῦ κόσμου. bbox=[587, 1412, 736, 1568]
theatre-body-3: Τὸ Ἐθνικὸν Θέατρον, ὑπὸ τὴν διεύθυνσιν τοῦ σὶρ Λώρενς Ὀλίβιε, παρουσιάζει ἔργα τοῦ κλασσικοῦ καὶ τοῦ συγχρόνου ρεπερτορίου. bbox=[743, 1412, 892, 1497]
col3-space-body-4: Πιστεύεται γενικῶς ὅτι ἡ ἐκμετάλλευσις τῶν δορυφόρων θὰ καταστῇ οἰκονομικὴ καὶ θὰ ὠφελήσῃ ὅλην τὴν ἀνθρωπότητα. bbox=[587, 680, 736, 750]
col3-space-body-6: Ἡ τεχνολογία τῶν πυραύλων ἔχει ἤδη δώσει νέα ὑλικὰ καὶ μεθόδους, αἱ ὁποῖαι χρησιμοποιοῦνται εἰς τὴν ἰατρικὴν καὶ τὴν βιομηχανίαν. bbox=[743, 382, 892, 466]
col3-space-left bbox=[587, 232, 736, 755]
col3-space-body-1: ΟΥΑΣΙΓΚΤΩΝ, 16. (Ἰδ. ὑπηρ.) — Ὅλοι καὶ περισσότεροι ἐπιστήμονες ἀνησυχοῦν διὰ τὴν ἀρνητικὴν ἀντίληψιν, ἡ ὁποία ἐπικρατεῖ ὅτι τὸ διαστημικὸν πρόγραμμα ἀποτελεῖ σπατάλην χρημάτων. Ἡ ἔρευνα τοῦ διαστήματος ὅμως παρέχει λύσεις εἰς πολλὰ προβλήματα τῆς Γῆς. bbox=[587, 235, 736, 405]
col2-body-hunger: ΜΟΝΤΡΕΑΛ, 16. (Ἀσοσ. Τύπος). — Εἰς ὅλον τὸν κόσμον ἀποθνήσκουν ἐκ πείνης περισσότεροι ἄνθρωποι ἀπ' ὅσους ἀπὸ τοὺς πολέμους, ἐδήλωσεν ὁ Γενικὸς Διευθυντὴς τοῦ Ὀργανισμοῦ Τροφίμων καὶ Γεωργίας. bbox=[404, 570, 574, 683]
col5-canada-left bbox=[1168, 651, 1366, 877]
theatre-deck-1: ΤΟ ΛΑΜΠΡΟΤΕΡΟΝ ΔΡΑΜΑΤΟΛΟΓΙΟΝ bbox=[587, 1325, 892, 1375]
col2-body-drugs: ΟΥΑΣΙΓΚΤΩΝ, 16. (Ἀσοσ. Πρές). — Αἱ τιμαὶ τῶν φαρμάκων εἰς τὰς Ἡνωμένας Πολιτείας εἶναι αἱ ὑψηλότεραι τοῦ κόσμου, ἐδήλωσε γερουσιαστής. bbox=[404, 1258, 574, 1343]
col4-head-yugoslav: ΝΕΟΣ ΠΡΟΕΔΡΟΣ ΤΟΥ ΓΙΟΥΓΚΟΣΛΑΒΙΚΟΥ ΚΟΙΝΟΒΟΥΛΙΟΥ bbox=[917, 868, 1143, 900]
col5-canada-body-3: Ὁ Καναδὰς δὲν τρέφει ψευδαισθήσεις. Ἡ οἰκονομία του συνδέεται στενῶς μὲ τὴν ἀμερικανικήν, ἀλλ' οἱ κάτοικοι δὲν παρασύρονται καὶ ἐπιμένουν εἰς τὴν ἀνεξαρτησίαν των. bbox=[1374, 653, 1572, 737]
coptic-body-1: ΚΑΪΡΟΝ, 16. (Ἀνσα). — Ὁ ἐπίσκοπος τῆς Κοπτικῆς Ἐκκλησίας ἀμφισβήτησε τὴν γνησιότητα τῶν λειψάνων τοῦ Ἁγίου Μάρκου, τὰ ὁποῖα φυλάσσονται εἰς Βενετίαν. bbox=[1168, 1834, 1366, 1903]
col5-education-right bbox=[1374, 223, 1572, 434]
